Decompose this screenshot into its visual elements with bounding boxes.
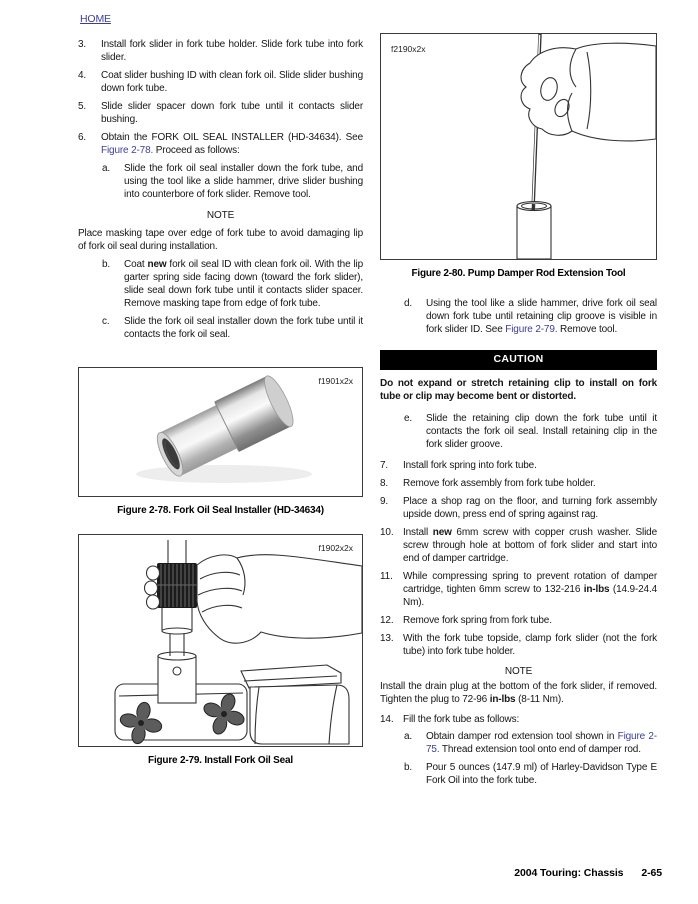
step-number: 12. [380, 615, 394, 626]
step-number: 10. [380, 527, 394, 538]
step-number: 6. [78, 132, 87, 143]
figure-caption: Figure 2-79. Install Fork Oil Seal [148, 755, 293, 766]
note-text-segment: Install the drain plug at the bottom of the fork slider, if removed. Tighten the plug to 72-96 [380, 681, 657, 705]
substep-text: Slide the fork oil seal installer down the fork tube until it contacts the fork oil seal. [124, 316, 363, 340]
figure-id-label: f1901x2x [318, 376, 353, 386]
note-text [380, 680, 657, 706]
step-text: Fill the fork tube as follows: [403, 714, 520, 725]
home-link[interactable]: HOME [80, 13, 111, 25]
substep-text-segment: Obtain damper rod extension tool shown in [426, 731, 618, 742]
substep-14a [404, 730, 657, 756]
step-11 [380, 570, 657, 609]
substep-a [102, 162, 363, 201]
substep-text [124, 258, 363, 310]
substep-e [404, 412, 657, 451]
substep-letter: a. [102, 163, 111, 174]
step-number: 4. [78, 70, 87, 81]
figure-2-78 [78, 367, 363, 517]
step-text [403, 570, 657, 609]
substep-letter: e. [404, 413, 413, 424]
step-text-segment: Install [403, 527, 433, 538]
step-6 [78, 131, 363, 157]
substep-letter: a. [404, 731, 413, 742]
figure-2-79-link[interactable]: Figure 2-79. [505, 324, 558, 335]
page-footer [514, 867, 662, 880]
figure-2-79 [78, 534, 363, 767]
left-column [78, 38, 363, 767]
right-column [380, 33, 657, 792]
pump-damper-rod-image [381, 34, 656, 259]
substep-text-segment: fork oil seal ID with clean fork oil. With the lip garter spring side facing down (toward the fork slider), slide seal down fork tube until it contacts slider spacer. Remove masking tape from edge of fork tube. [124, 259, 364, 309]
step-text-segment: Proceed as follows: [153, 145, 240, 156]
substep-letter: b. [102, 259, 111, 270]
bold-emphasis: new [147, 259, 167, 270]
bold-emphasis: new [432, 527, 452, 538]
note-text: Place masking tape over edge of fork tube to avoid damaging lip of fork oil seal during installation. [78, 228, 363, 252]
step-number: 9. [380, 496, 389, 507]
substep-text: Pour 5 ounces (147.9 ml) of Harley-Davidson Type E Fork Oil into the fork tube. [426, 762, 657, 786]
step-text-segment: Obtain the FORK OIL SEAL INSTALLER (HD-34634). See [101, 132, 363, 143]
substep-text-segment: Using the tool like a slide hammer, drive fork oil seal down fork tube until retaining clip groove is visible in fork slider ID. See [426, 298, 657, 335]
install-fork-oil-seal-image [79, 535, 362, 746]
step-8 [380, 477, 657, 490]
step-12 [380, 614, 657, 627]
figure-2-78-link[interactable]: Figure 2-78. [101, 145, 154, 156]
figure-caption: Figure 2-78. Fork Oil Seal Installer (HD-34634) [117, 505, 324, 516]
substep-14b [404, 761, 657, 787]
footer-title: 2004 Touring: Chassis [514, 867, 624, 879]
step-number: 5. [78, 101, 87, 112]
caution-text: Do not expand or stretch retaining clip to install on fork tube or clip may become bent or distorted. [380, 378, 657, 402]
step-number: 13. [380, 633, 394, 644]
step-number: 14. [380, 714, 394, 725]
step-7 [380, 459, 657, 472]
substep-text-segment: Remove tool. [557, 324, 618, 335]
step-text [101, 131, 363, 157]
step-text: Coat slider bushing ID with clean fork oil. Slide slider bushing down fork tube. [101, 70, 363, 94]
footer-page-number: 2-65 [641, 867, 662, 879]
substep-text: Slide the retaining clip down the fork tube until it contacts the fork oil seal. Install retaining clip in the fork slider groove. [426, 413, 657, 450]
figure-2-80 [380, 33, 657, 280]
step-text: With the fork tube topside, clamp fork slider (not the fork tube) into fork tube holder. [403, 633, 657, 657]
fork-tube-illustration [517, 202, 551, 260]
note-heading: NOTE [206, 210, 235, 221]
substep-text [426, 730, 657, 756]
substep-c [102, 315, 363, 341]
step-number: 8. [380, 478, 389, 489]
step-9 [380, 495, 657, 521]
caution-banner: CAUTION [380, 350, 657, 370]
step-number: 11. [380, 571, 393, 582]
step-text: Remove fork spring from fork tube. [403, 615, 552, 626]
note-heading: NOTE [504, 666, 533, 677]
step-text: Slide slider spacer down fork tube until it contacts slider bushing. [101, 101, 363, 125]
step-number: 7. [380, 460, 389, 471]
step-14 [380, 713, 657, 726]
seal-installer-tool-illustration [157, 563, 197, 608]
substep-text-segment: Thread extension tool onto end of damper rod. [439, 744, 641, 755]
step-text: Remove fork assembly from fork tube holder. [403, 478, 596, 489]
step-text-segment: (14.9-24.4 Nm). [403, 584, 657, 608]
substep-letter: c. [102, 316, 110, 327]
step-text [403, 526, 657, 565]
step-text: Install fork spring into fork tube. [403, 460, 537, 471]
bench-illustration [241, 665, 349, 744]
step-text: Install fork slider in fork tube holder. Slide fork tube into fork slider. [101, 39, 363, 63]
bold-emphasis: in-lbs [489, 694, 516, 705]
figure-caption: Figure 2-80. Pump Damper Rod Extension Tool [411, 268, 626, 279]
step-13 [380, 632, 657, 658]
substep-b [102, 258, 363, 310]
figure-id-label: f1902x2x [318, 543, 353, 553]
substep-d [404, 297, 657, 336]
substep-text [426, 297, 657, 336]
bold-emphasis: in-lbs [583, 584, 610, 595]
figure-id-label: f2190x2x [391, 44, 426, 54]
step-text-segment: 6mm screw with copper crush washer. Slide screw through hole at bottom of fork slider and start into end of damper cartridge. [403, 527, 658, 564]
figure-2-75-link[interactable]: Figure 2-75. [426, 731, 657, 755]
step-3 [78, 38, 363, 64]
step-5 [78, 100, 363, 126]
hand-illustration [521, 43, 656, 141]
step-text-segment: While compressing spring to prevent rotation of damper cartridge, tighten 6mm screw to 132-216 [403, 571, 657, 595]
note-text-segment: (8-11 Nm). [515, 694, 564, 705]
step-10 [380, 526, 657, 565]
substep-text: Slide the fork oil seal installer down the fork tube, and using the tool like a slide hammer, drive slider bushing into counterbore of fork slider. Remove tool. [124, 163, 363, 200]
substep-letter: d. [404, 298, 413, 309]
substep-letter: b. [404, 762, 413, 773]
step-4 [78, 69, 363, 95]
step-text: Place a shop rag on the floor, and turning fork assembly upside down, press end of spring against rag. [403, 496, 657, 520]
step-number: 3. [78, 39, 87, 50]
substep-text-segment: Coat [124, 259, 148, 270]
